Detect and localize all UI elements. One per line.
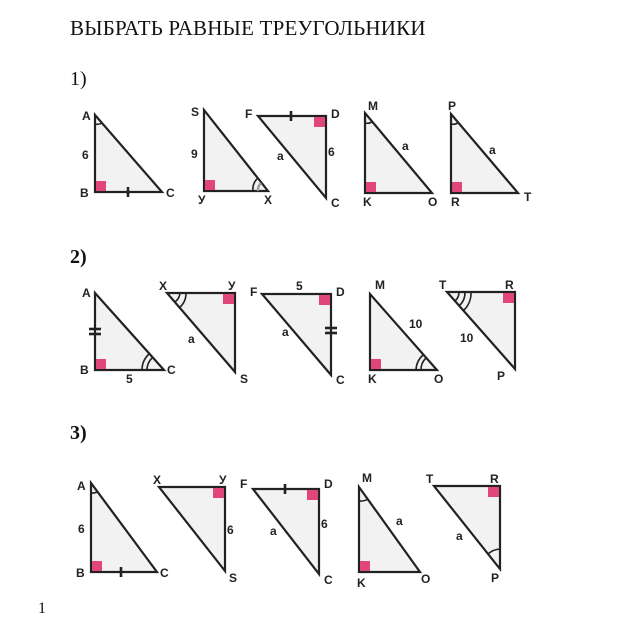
s3t2-side-6: 6 xyxy=(227,523,234,537)
s1t5-vertex-r: R xyxy=(451,195,460,209)
s1t3-vertex-f: F xyxy=(245,107,253,121)
s1-triangle-fdc xyxy=(245,107,340,210)
s1t3-vertex-d: D xyxy=(331,107,340,121)
s1t4-side-a: a xyxy=(402,139,409,153)
s2-triangle-fdc xyxy=(250,279,345,387)
s1t3-vertex-c: C xyxy=(331,196,340,210)
s3t3-vertex-c: C xyxy=(324,573,333,587)
s2t5-vertex-r: R xyxy=(505,278,514,292)
s2t3-side-5: 5 xyxy=(296,279,303,293)
s2t5-vertex-t: T xyxy=(439,278,447,292)
s3t2-vertex-x: X xyxy=(153,473,162,487)
s3t5-vertex-r: R xyxy=(490,472,499,486)
s1t2-vertex-x: X xyxy=(264,193,273,207)
s1t2-vertex-s: S xyxy=(191,105,200,119)
s3t4-vertex-k: K xyxy=(357,576,366,590)
s2-triangle-trp xyxy=(439,278,515,383)
s1-triangle-mko xyxy=(363,99,437,209)
s1t2-vertex-y: У xyxy=(198,193,206,207)
s2t3-side-a: a xyxy=(282,325,289,339)
s1t4-vertex-o: O xyxy=(428,195,438,209)
s1t3-side-a: a xyxy=(277,149,284,163)
page-title: ВЫБРАТЬ РАВНЫЕ ТРЕУГОЛЬНИКИ xyxy=(70,16,426,40)
s2t3-vertex-c: C xyxy=(336,373,345,387)
s3t4-vertex-o: O xyxy=(421,572,431,586)
s3t1-side-6: 6 xyxy=(78,522,85,536)
s2t2-side-a: a xyxy=(188,332,195,346)
s1t5-vertex-p: P xyxy=(448,99,457,113)
s3-triangle-abc xyxy=(76,479,169,580)
s3t5-vertex-p: P xyxy=(491,571,500,585)
s2t2-vertex-y: У xyxy=(228,279,236,293)
s2t1-side-5: 5 xyxy=(126,372,133,386)
s1t4-vertex-k: K xyxy=(363,195,372,209)
s3t1-vertex-c: C xyxy=(160,566,169,580)
s2t3-vertex-d: D xyxy=(336,285,345,299)
s3-triangle-trp xyxy=(426,472,500,585)
s2-triangle-abc xyxy=(80,286,176,386)
section-3-label: 3) xyxy=(70,422,87,444)
s3t4-vertex-m: M xyxy=(362,471,372,485)
s1-triangle-suy xyxy=(191,105,272,207)
s2t4-vertex-o: O xyxy=(434,372,444,386)
s2t2-vertex-x: X xyxy=(159,279,168,293)
s2t1-vertex-a: A xyxy=(82,286,91,300)
s2t4-side-10: 10 xyxy=(409,317,423,331)
s2t4-vertex-k: K xyxy=(368,372,377,386)
s3t2-vertex-s: S xyxy=(229,571,238,585)
s2t2-vertex-s: S xyxy=(240,372,249,386)
s3t2-vertex-y: У xyxy=(219,473,227,487)
s2t5-side-10: 10 xyxy=(460,331,474,345)
s1t1-vertex-b: B xyxy=(80,186,89,200)
s1-triangle-prt xyxy=(448,99,532,209)
s3t3-side-a: a xyxy=(270,524,277,538)
s1t5-side-a: a xyxy=(489,143,496,157)
s1t1-vertex-c: C xyxy=(166,186,175,200)
page-number: 1 xyxy=(38,600,46,617)
s3t3-side-6: 6 xyxy=(321,517,328,531)
s1t2-side-label: 9 xyxy=(191,147,198,161)
s1t5-vertex-t: T xyxy=(524,190,532,204)
s3t5-side-a: a xyxy=(456,529,463,543)
s2t1-vertex-b: B xyxy=(80,363,89,377)
s2t5-vertex-p: P xyxy=(497,369,506,383)
section-1-label: 1) xyxy=(70,68,87,90)
s1-triangle-abc xyxy=(80,109,175,200)
s3t4-side-a: a xyxy=(396,514,403,528)
s3t1-vertex-a: A xyxy=(77,479,86,493)
s2-triangle-mko xyxy=(368,278,443,386)
s1t1-side-label: 6 xyxy=(82,148,89,162)
s1t4-vertex-m: M xyxy=(368,99,378,113)
s2t4-vertex-m: M xyxy=(375,278,385,292)
s1t1-vertex-a: A xyxy=(82,109,91,123)
s1t3-side-6: 6 xyxy=(328,145,335,159)
s3t3-vertex-f: F xyxy=(240,477,248,491)
s3-triangle-mko xyxy=(357,471,430,590)
s3-triangle-fdc xyxy=(240,477,333,587)
s3t1-vertex-b: B xyxy=(76,566,85,580)
s3t5-vertex-t: T xyxy=(426,472,434,486)
s2t1-vertex-c: C xyxy=(167,363,176,377)
s2t3-vertex-f: F xyxy=(250,285,258,299)
section-2-label: 2) xyxy=(70,246,87,268)
s3t3-vertex-d: D xyxy=(324,477,333,491)
